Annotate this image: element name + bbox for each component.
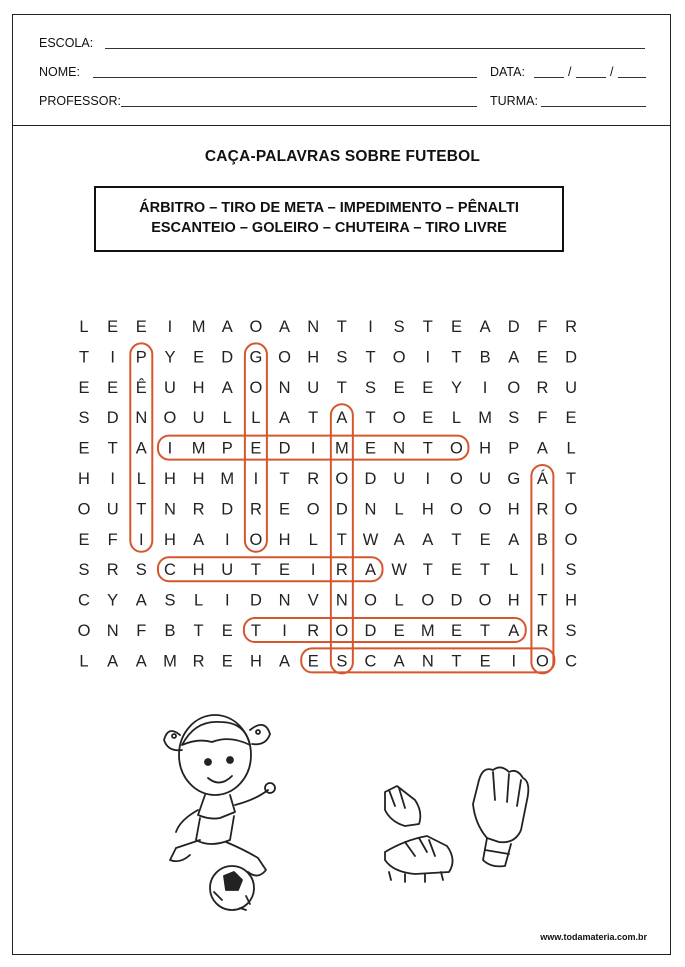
grid-letter[interactable]: L [79, 318, 89, 336]
grid-letter[interactable]: I [139, 530, 144, 549]
grid-letter[interactable]: D [450, 591, 463, 610]
grid-letter[interactable]: E [479, 530, 491, 549]
grid-letter[interactable]: H [307, 348, 320, 367]
grid-letter[interactable]: O [77, 500, 91, 519]
grid-letter[interactable]: S [336, 348, 348, 367]
class-label: TURMA: [490, 94, 538, 108]
grid-letter[interactable]: E [450, 318, 462, 336]
grid-letter[interactable]: T [279, 470, 290, 488]
grid-letter[interactable]: L [251, 409, 261, 428]
grid-letter[interactable]: L [222, 409, 232, 428]
grid-letter[interactable]: S [135, 561, 147, 580]
grid-letter[interactable]: D [278, 439, 291, 458]
grid-letter[interactable]: L [451, 409, 462, 428]
grid-letter[interactable]: O [335, 470, 349, 488]
grid-letter[interactable]: R [536, 378, 549, 397]
grid-letter[interactable]: A [107, 652, 119, 671]
grid-letter[interactable]: D [565, 348, 578, 367]
grid-letter[interactable]: T [480, 622, 491, 640]
grid-letter[interactable]: E [193, 348, 205, 367]
grid-letter[interactable]: O [335, 622, 349, 640]
grid-letter[interactable]: E [107, 318, 119, 336]
grid-letter[interactable]: O [392, 348, 406, 367]
grid-letter[interactable]: U [221, 561, 234, 580]
grid-letter[interactable]: O [535, 652, 549, 671]
grid-letter[interactable]: D [249, 591, 262, 610]
grid-letter[interactable]: T [422, 439, 433, 458]
grid-letter[interactable]: D [507, 318, 520, 336]
grid-letter[interactable]: C [78, 591, 90, 610]
grid-letter[interactable]: D [335, 500, 348, 519]
grid-letter[interactable]: E [393, 622, 405, 640]
grid-letter[interactable]: Y [450, 378, 462, 397]
grid-letter[interactable]: T [250, 622, 261, 640]
grid-letter[interactable]: R [307, 622, 320, 640]
grid-letter[interactable]: O [364, 591, 377, 610]
grid-letter[interactable]: M [191, 439, 206, 458]
grid-letter[interactable]: E [450, 622, 462, 640]
grid-letter[interactable]: Ê [135, 378, 147, 397]
grid-letter[interactable]: O [306, 500, 320, 519]
grid-letter[interactable]: E [450, 561, 462, 580]
grid-letter[interactable]: F [537, 409, 548, 428]
grid-letter[interactable]: P [508, 439, 520, 458]
grid-letter[interactable]: Y [107, 591, 119, 610]
grid-letter[interactable]: E [78, 378, 90, 397]
grid-letter[interactable]: N [278, 378, 291, 397]
grid-letter[interactable]: I [167, 439, 173, 458]
grid-letter[interactable]: O [450, 439, 463, 458]
grid-letter[interactable]: R [192, 500, 205, 519]
grid-letter[interactable]: E [364, 439, 377, 458]
grid-letter[interactable]: E [78, 530, 90, 549]
grid-letter[interactable]: A [279, 652, 291, 671]
grid-letter[interactable]: R [106, 561, 119, 580]
grid-letter[interactable]: R [536, 622, 549, 640]
grid-letter[interactable]: H [163, 530, 176, 549]
grid-letter[interactable]: D [106, 409, 119, 428]
grid-letter[interactable]: O [564, 500, 578, 519]
grid-letter[interactable]: O [564, 530, 578, 549]
teacher-label: PROFESSOR: [39, 94, 121, 108]
grid-letter[interactable]: R [192, 652, 205, 671]
grid-letter[interactable]: E [479, 652, 491, 671]
grid-letter[interactable]: T [193, 622, 204, 640]
grid-letter[interactable]: T [365, 348, 376, 367]
grid-letter[interactable]: H [192, 378, 205, 397]
grid-letter[interactable]: Y [164, 348, 176, 367]
grid-letter[interactable]: R [307, 470, 320, 488]
grid-letter[interactable]: T [308, 409, 319, 428]
grid-letter[interactable]: I [282, 622, 287, 640]
grid-letter[interactable]: I [540, 561, 545, 580]
grid-letter[interactable]: M [478, 409, 492, 428]
grid-letter[interactable]: M [220, 470, 235, 488]
grid-letter[interactable]: E [565, 409, 577, 428]
grid-letter[interactable]: T [78, 348, 90, 367]
grid-letter[interactable]: H [78, 470, 90, 488]
grid-letter[interactable]: N [135, 409, 148, 428]
footer-url[interactable]: www.todamateria.com.br [540, 932, 647, 942]
grid-letter[interactable]: O [450, 470, 463, 488]
girl-soccer-illustration [150, 700, 290, 915]
grid-letter[interactable]: O [278, 348, 291, 367]
grid-letter[interactable]: A [536, 439, 548, 458]
grid-letter[interactable]: N [421, 652, 434, 671]
grid-letter[interactable]: H [192, 470, 205, 488]
word-list-line-2: ESCANTEIO – GOLEIRO – CHUTEIRA – TIRO LIVRE [151, 220, 507, 236]
grid-letter[interactable]: I [224, 591, 230, 610]
grid-letter[interactable]: A [135, 591, 147, 610]
grid-letter[interactable]: T [250, 561, 261, 580]
grid-letter[interactable]: M [163, 652, 177, 671]
grid-letter[interactable]: U [565, 378, 578, 397]
grid-letter[interactable]: G [507, 470, 521, 488]
grid-letter[interactable]: E [78, 439, 90, 458]
grid-letter[interactable]: H [507, 500, 520, 519]
grid-letter[interactable]: O [507, 378, 521, 397]
grid-letter[interactable]: R [335, 561, 348, 580]
grid-letter[interactable]: T [107, 439, 118, 458]
grid-letter[interactable]: E [221, 652, 233, 671]
grid-letter[interactable]: L [566, 439, 576, 458]
grid-letter[interactable]: B [536, 530, 548, 549]
grid-letter[interactable]: M [420, 622, 435, 640]
grid-letter[interactable]: E [107, 378, 119, 397]
grid-letter[interactable]: S [565, 622, 577, 640]
grid-letter[interactable]: S [78, 409, 90, 428]
grid-letter[interactable]: G [249, 348, 263, 367]
grid-letter[interactable]: F [136, 622, 147, 640]
grid-letter[interactable]: I [224, 530, 230, 549]
grid-letter[interactable]: O [478, 500, 492, 519]
grid-letter[interactable]: P [221, 439, 233, 458]
grid-letter[interactable]: I [425, 470, 431, 488]
grid-letter[interactable]: A [393, 652, 405, 671]
grid-letter[interactable]: I [368, 318, 373, 336]
name-label: NOME: [39, 65, 80, 79]
grid-letter[interactable]: A [193, 530, 205, 549]
grid-letter[interactable]: H [278, 530, 291, 549]
grid-letter[interactable]: A [508, 530, 520, 549]
grid-letter[interactable]: W [391, 561, 407, 580]
grid-letter[interactable]: I [482, 378, 488, 397]
grid-letter[interactable]: O [478, 591, 492, 610]
grid-letter[interactable]: O [77, 622, 91, 640]
grid-letter[interactable]: E [279, 500, 291, 519]
grid-letter[interactable]: N [364, 500, 377, 519]
page-title: CAÇA-PALAVRAS SOBRE FUTEBOL [204, 148, 481, 165]
word-list-line-1: ÁRBITRO – TIRO DE META – IMPEDIMENTO – PÊNALTI [139, 200, 519, 216]
date-label: DATA: [490, 65, 525, 79]
grid-letter[interactable]: S [508, 409, 520, 428]
grid-letter[interactable]: T [451, 652, 462, 671]
grid-letter[interactable]: H [192, 561, 205, 580]
grid-letter[interactable]: I [253, 470, 259, 488]
grid-letter[interactable]: H [507, 591, 520, 610]
grid-letter[interactable]: W [362, 530, 379, 549]
grid-letter[interactable]: D [364, 470, 377, 488]
grid-letter[interactable]: O [421, 591, 435, 610]
grid-letter[interactable]: A [422, 530, 434, 549]
grid-letter[interactable]: L [509, 561, 519, 580]
grid-letter[interactable]: L [394, 591, 404, 610]
grid-letter[interactable]: S [336, 652, 348, 671]
grid-letter[interactable]: F [537, 318, 548, 336]
grid-letter[interactable]: C [364, 652, 377, 671]
grid-letter[interactable]: L [394, 500, 404, 519]
grid-letter[interactable]: T [480, 561, 491, 580]
grid-letter[interactable]: N [393, 439, 406, 458]
grid-letter[interactable]: T [451, 348, 462, 367]
grid-letter[interactable]: D [364, 622, 377, 640]
grid-letter[interactable]: N [106, 622, 119, 640]
grid-letter[interactable]: O [392, 409, 406, 428]
grid-letter[interactable]: T [566, 470, 577, 488]
found-word-highlight [158, 557, 383, 581]
grid-letter[interactable]: U [163, 378, 176, 397]
date-separator: / [610, 65, 614, 79]
grid-letter[interactable]: T [336, 378, 347, 397]
grid-letter[interactable]: T [336, 530, 347, 549]
grid-letter[interactable]: L [308, 530, 318, 549]
grid-letter[interactable]: P [135, 348, 147, 367]
grid-letter[interactable]: T [365, 409, 376, 428]
grid-letter[interactable]: H [565, 591, 578, 610]
grid-letter[interactable]: I [167, 318, 173, 336]
grid-letter[interactable]: O [450, 500, 463, 519]
grid-letter[interactable]: M [334, 439, 349, 458]
grid-letter[interactable]: E [393, 378, 405, 397]
grid-letter[interactable]: N [307, 318, 320, 336]
grid-letter[interactable]: V [307, 591, 319, 610]
grid-letter[interactable]: I [310, 561, 316, 580]
grid-letter[interactable]: H [421, 500, 434, 519]
grid-letter[interactable]: L [136, 470, 146, 488]
grid-letter[interactable]: R [536, 500, 549, 519]
grid-letter[interactable]: A [479, 318, 491, 336]
grid-letter[interactable]: I [511, 652, 517, 671]
grid-letter[interactable]: A [279, 409, 291, 428]
grid-letter[interactable]: A [135, 652, 147, 671]
grid-letter[interactable]: E [422, 378, 434, 397]
grid-letter[interactable]: E [279, 561, 291, 580]
grid-letter[interactable]: O [163, 409, 177, 428]
grid-letter[interactable]: E [307, 652, 319, 671]
grid-letter[interactable]: E [422, 409, 434, 428]
grid-letter[interactable]: N [278, 591, 291, 610]
grid-letter[interactable]: S [78, 561, 90, 580]
grid-letter[interactable]: S [364, 378, 377, 397]
grid-letter[interactable]: T [422, 318, 433, 336]
grid-letter[interactable]: M [191, 318, 206, 336]
grid-letter[interactable]: E [221, 622, 233, 640]
grid-letter[interactable]: E [250, 439, 262, 458]
grid-letter[interactable]: A [508, 622, 520, 640]
grid-letter[interactable]: L [79, 652, 89, 671]
grid-letter[interactable]: U [192, 409, 205, 428]
grid-letter[interactable]: S [164, 591, 176, 610]
grid-letter[interactable]: C [565, 652, 578, 671]
grid-letter[interactable]: D [221, 500, 234, 519]
grid-letter[interactable]: A [221, 378, 233, 397]
grid-letter[interactable]: E [536, 348, 548, 367]
grid-letter[interactable]: A [279, 318, 291, 336]
grid-letter[interactable]: U [106, 500, 119, 519]
grid-letter[interactable]: I [110, 470, 115, 488]
grid-letter[interactable]: C [163, 561, 176, 580]
grid-letter[interactable]: H [249, 652, 262, 671]
grid-letter[interactable]: R [249, 500, 262, 519]
grid-letter[interactable]: A [135, 439, 147, 458]
grid-letter[interactable]: T [422, 561, 433, 580]
cleats-and-glove-illustration [375, 760, 545, 890]
grid-letter[interactable]: A [364, 561, 377, 580]
grid-letter[interactable]: A [508, 348, 520, 367]
grid-letter[interactable]: U [479, 470, 492, 488]
grid-letter[interactable]: H [163, 470, 176, 488]
grid-letter[interactable]: R [565, 318, 578, 336]
grid-letter[interactable]: Á [536, 470, 548, 488]
grid-letter[interactable]: T [451, 530, 462, 549]
grid-letter[interactable]: D [221, 348, 234, 367]
grid-letter[interactable]: T [336, 318, 347, 336]
date-separator: / [568, 65, 572, 79]
grid-letter[interactable]: L [194, 591, 204, 610]
grid-letter[interactable]: U [307, 378, 320, 397]
school-label: ESCOLA: [39, 36, 94, 50]
grid-letter[interactable]: B [164, 622, 176, 640]
grid-letter[interactable]: S [393, 318, 405, 336]
grid-letter[interactable]: E [135, 318, 147, 336]
grid-letter[interactable]: B [479, 348, 491, 367]
grid-letter[interactable]: O [249, 318, 263, 336]
grid-letter[interactable]: T [136, 500, 147, 519]
grid-letter[interactable]: H [479, 439, 492, 458]
grid-letter[interactable]: O [249, 530, 263, 549]
grid-letter[interactable]: N [163, 500, 176, 519]
grid-letter[interactable]: S [565, 561, 577, 580]
grid-letter[interactable]: I [310, 439, 316, 458]
grid-letter[interactable]: A [393, 530, 405, 549]
grid-letter[interactable]: A [336, 409, 348, 428]
grid-letter[interactable]: I [425, 348, 431, 367]
grid-letter[interactable]: A [221, 318, 233, 336]
grid-letter[interactable]: U [393, 470, 406, 488]
grid-letter[interactable]: I [110, 348, 115, 367]
grid-letter[interactable]: T [537, 591, 548, 610]
grid-letter[interactable]: F [107, 530, 118, 549]
grid-letter[interactable]: N [335, 591, 348, 610]
grid-letter[interactable]: O [249, 378, 263, 397]
